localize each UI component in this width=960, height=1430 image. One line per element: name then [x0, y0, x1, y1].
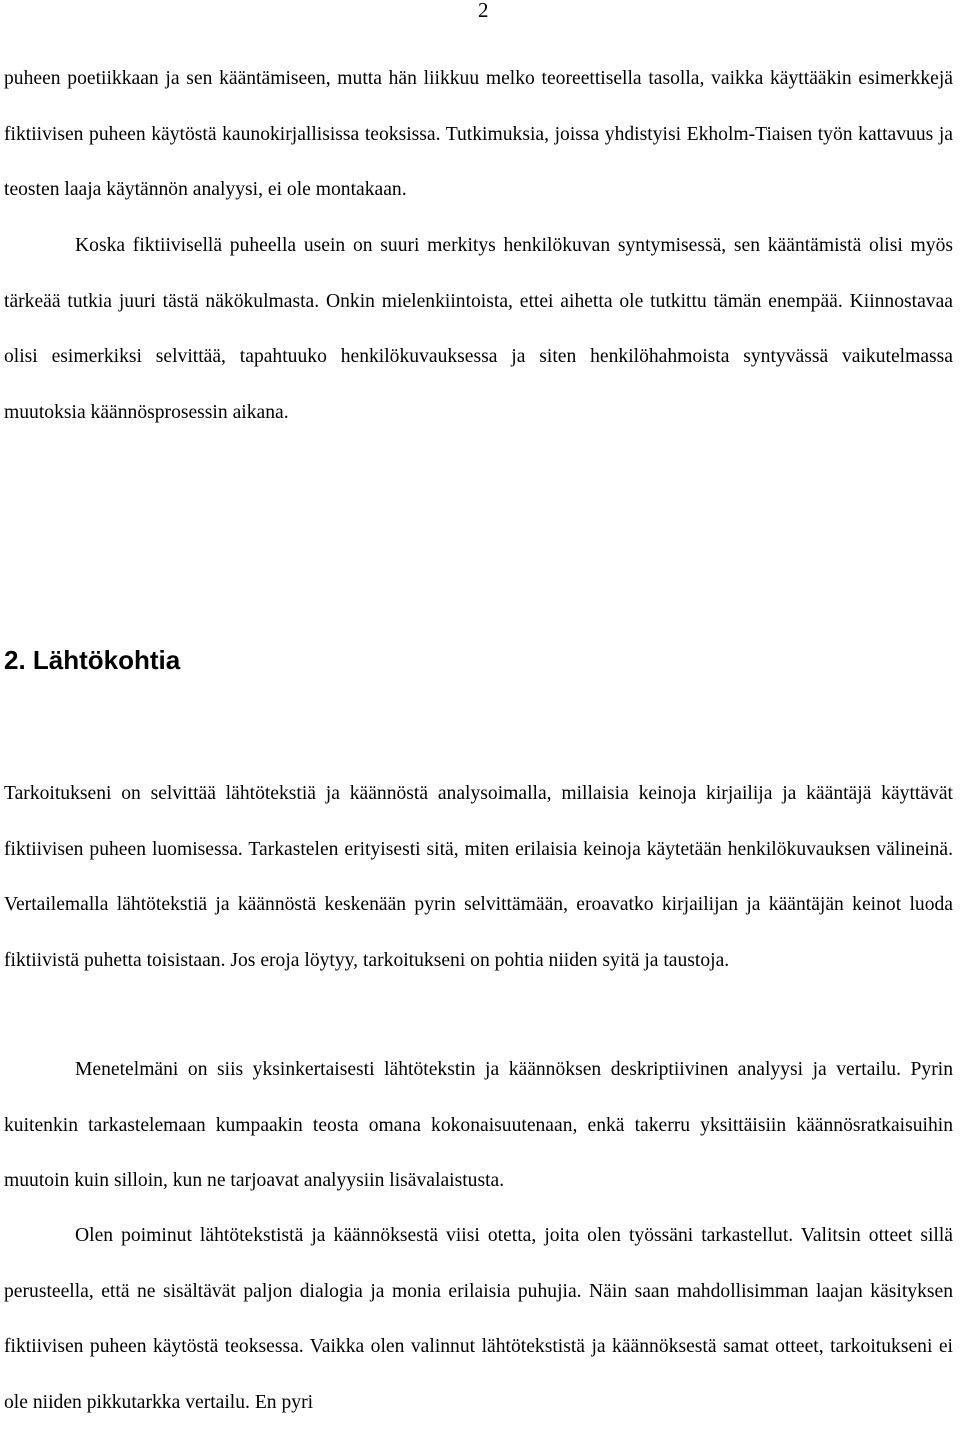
- paragraph-2: Koska fiktiivisellä puheella usein on suuri merkitys henkilökuvan syntymisessä, sen kääntämistä olisi myös tärkeää tutkia juuri tästä näkökulmasta. Onkin mielenkiintoista, ettei aihetta ole tutkittu tämän enempää. Kiinnostavaa olisi esimerkiksi selvittää, tapahtuuko henkilökuvauksessa ja siten henkilöhahmoista syntyvässä vaikutelmassa muutoksia käännösprosessin aikana.: [4, 235, 953, 423]
- paragraph-4: Menetelmäni on siis yksinkertaisesti lähtötekstin ja käännöksen deskriptiivinen analyysi ja vertailu. Pyrin kuitenkin tarkastelemaan kumpaakin teosta omana kokonaisuutenaan, enkä takerru yksittäisiin käännösratkaisuihin muutoin kuin silloin, kun ne tarjoavat analyysiin lisävalaistusta.: [4, 1059, 953, 1191]
- paragraph-5: Olen poiminut lähtötekstistä ja käännöksestä viisi otetta, joita olen työssäni tarkastellut. Valitsin otteet sillä perusteella, että ne sisältävät paljon dialogia ja monia erilaisia puhujia. Näin saan mahdollisimman laajan käsityksen fiktiivisen puheen käytöstä teoksessa. Vaikka olen valinnut lähtötekstistä ja käännöksestä samat otteet, tarkoitukseni ei ole niiden pikkutarkka vertailu. En pyri: [4, 1225, 953, 1413]
- page-number: 2: [478, 0, 489, 22]
- paragraph-1: puheen poetiikkaan ja sen kääntämiseen, mutta hän liikkuu melko teoreettisella tasolla, vaikka käyttääkin esimerkkejä fiktiivisen puheen käytöstä kaunokirjallisissa teoksissa. Tutkimuksia, joissa yhdistyisi Ekholm-Tiaisen työn kattavuus ja teosten laaja käytännön analyysi, ei ole montakaan.: [4, 68, 953, 200]
- paragraph-3: Tarkoitukseni on selvittää lähtötekstiä ja käännöstä analysoimalla, millaisia keinoja kirjailija ja kääntäjä käyttävät fiktiivisen puheen luomisessa. Tarkastelen erityisesti sitä, miten erilaisia keinoja käytetään henkilökuvauksen välineinä. Vertailemalla lähtötekstiä ja käännöstä keskenään pyrin selvittämään, eroavatko kirjailijan ja kääntäjän keinot luoda fiktiivistä puhetta toisistaan. Jos eroja löytyy, tarkoitukseni on pohtia niiden syitä ja taustoja.: [4, 783, 953, 971]
- section-heading: 2. Lähtökohtia: [4, 645, 181, 675]
